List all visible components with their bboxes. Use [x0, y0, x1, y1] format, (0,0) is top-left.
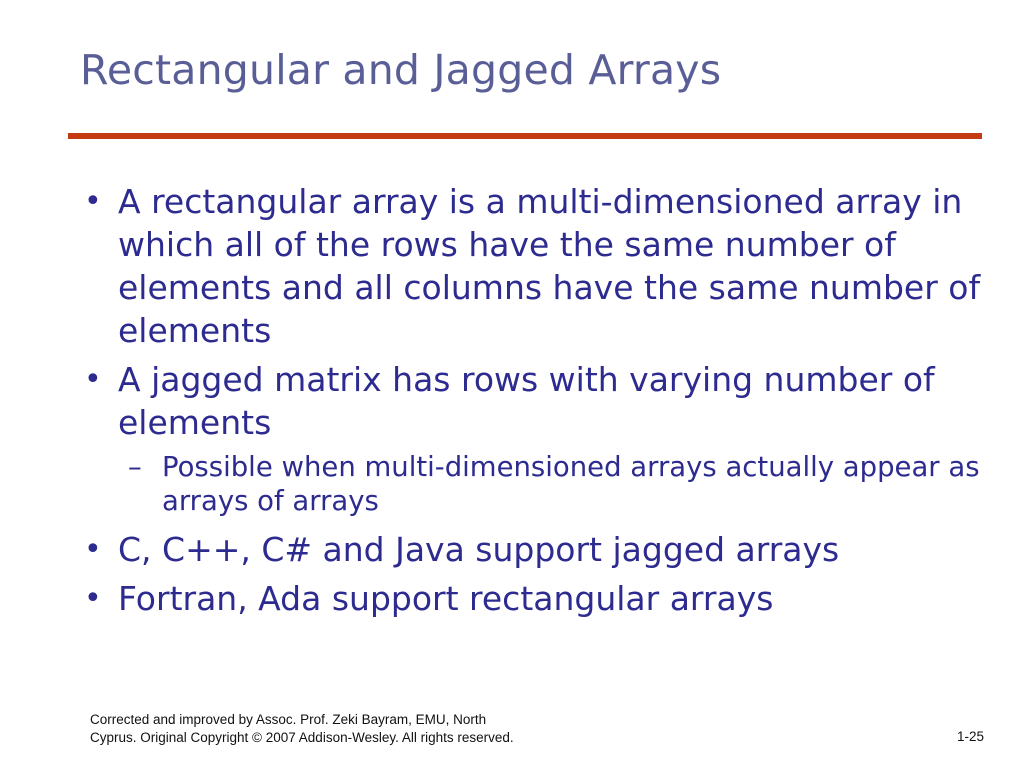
bullet-item: [84, 358, 984, 444]
page-number: 1-25: [956, 729, 984, 744]
bullet-text: A jagged matrix has rows with varying number of elements: [118, 360, 935, 442]
bullet-list: [84, 180, 984, 626]
sub-bullet-dash-icon: –: [128, 451, 142, 483]
bullet-item: [84, 577, 984, 620]
footer-line-1: Corrected and improved by Assoc. Prof. Zeki Bayram, EMU, North: [90, 712, 487, 727]
bullet-text: Fortran, Ada support rectangular arrays: [118, 579, 774, 618]
bullet-dot-icon: •: [84, 184, 102, 219]
bullet-text: A rectangular array is a multi-dimensioned array in which all of the rows have the same number of elements and all columns have the same number of elements: [118, 182, 981, 350]
footer-line-2: Cyprus. Original Copyright © 2007 Addison-Wesley. All rights reserved.: [90, 730, 514, 745]
bullet-item: [84, 180, 984, 352]
bullet-dot-icon: •: [84, 532, 102, 567]
slide-title: Rectangular and Jagged Arrays: [80, 46, 722, 94]
sub-bullet-item: [84, 450, 984, 518]
bullet-dot-icon: •: [84, 581, 102, 616]
title-divider: [68, 133, 982, 139]
bullet-item: [84, 528, 984, 571]
footer-copyright: [90, 711, 590, 747]
sub-bullet-text: Possible when multi-dimensioned arrays actually appear as arrays of arrays: [162, 451, 980, 517]
bullet-text: C, C++, C# and Java support jagged arrays: [118, 530, 840, 569]
bullet-dot-icon: •: [84, 362, 102, 397]
